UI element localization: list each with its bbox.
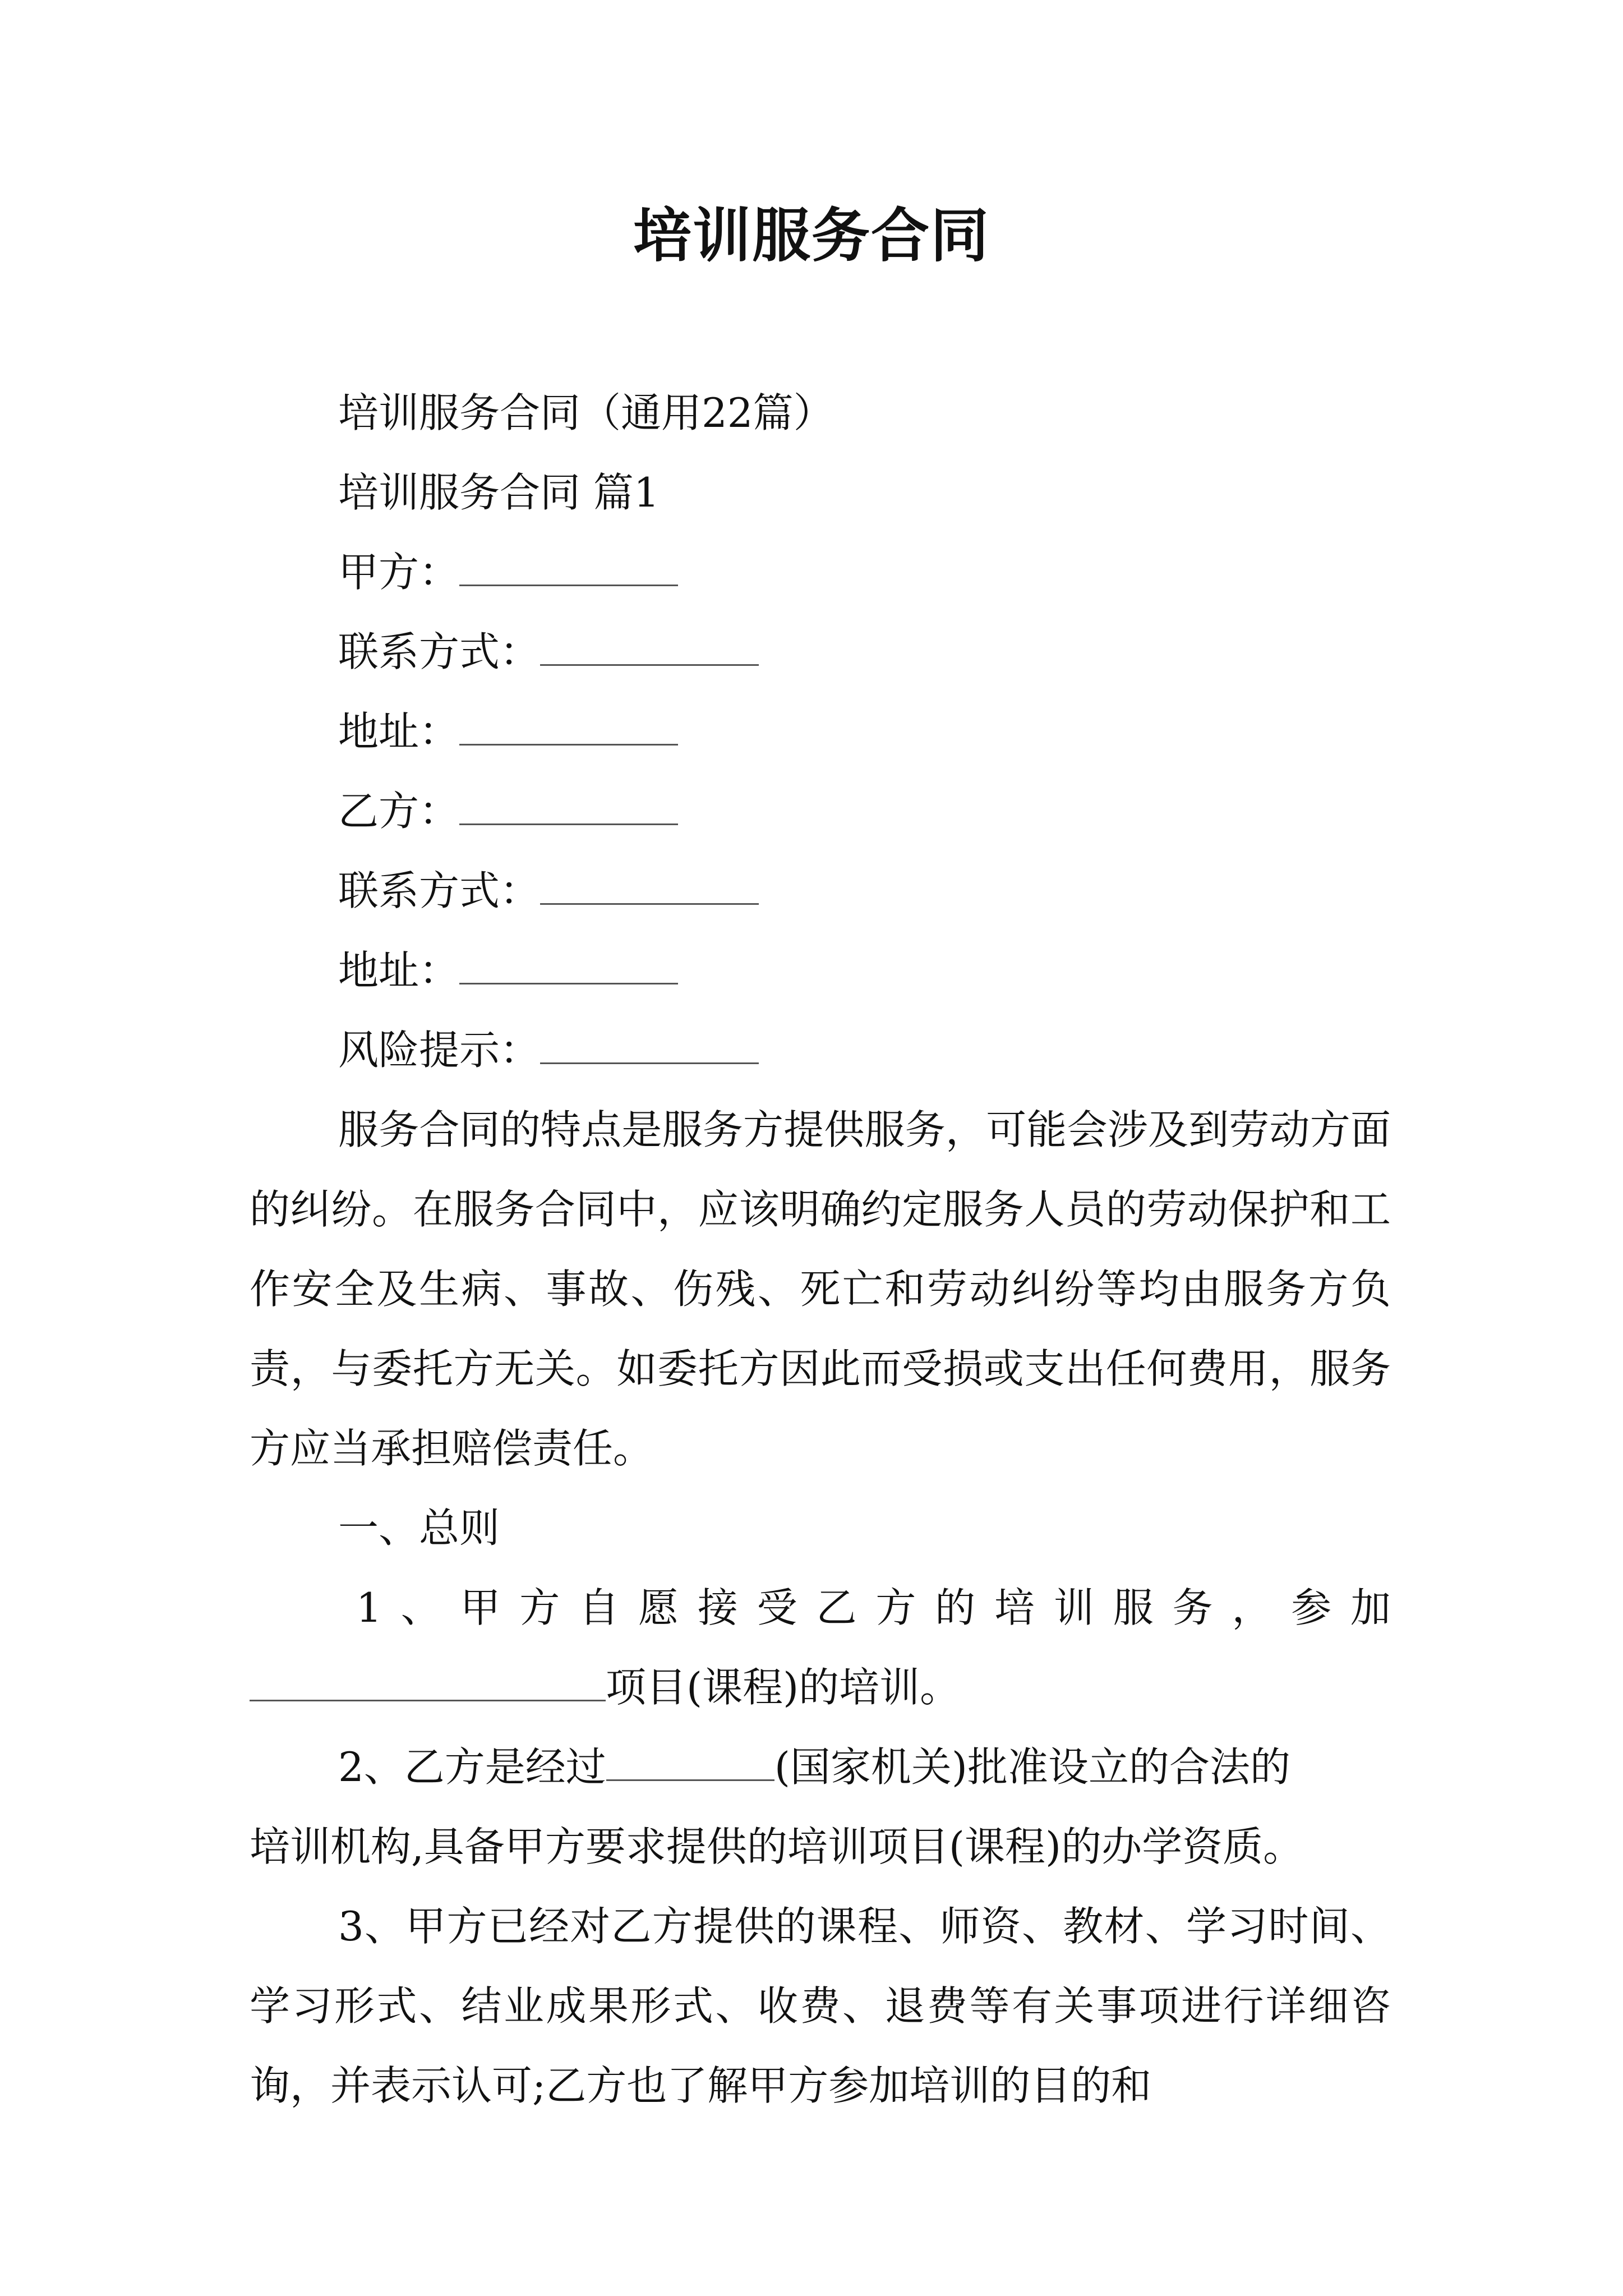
party-b-label: 乙方： [338,788,460,835]
party-b-address-line [338,931,678,1010]
clause-2-prefix: 2、乙方是经过 [338,1743,606,1791]
party-b-blank [459,790,678,825]
risk-line [338,1010,759,1090]
clause-2-blank [606,1746,774,1781]
risk-paragraph: 服务合同的特点是服务方提供服务，可能会涉及到劳动方面的纠纷。在服务合同中，应该明确约定服务人员的劳动保护和工作安全及生病、事故、伤残、死亡和劳动纠纷等均由服务方负责，与委托方无关。如委托方因此而受损或支出任何费用，服务方应当承担赔偿责任。 [250,1106,1391,1472]
general-heading: 一、总则 [338,1504,500,1552]
clause-3-paragraph: 3、甲方已经对乙方提供的课程、师资、教材、学习时间、学习形式、结业成果形式、收费、退费等有关事项进行详细咨询，并表示认可;乙方也了解甲方参加培训的目的和 [250,1903,1391,2109]
party-a-address-blank [459,710,678,746]
clause-1-line-1: 1、甲方自愿接受乙方的培训服务，参加 [356,1584,1391,1631]
party-b-line [338,771,678,851]
clause-1-tail: 项目(课程)的培训。 [606,1664,961,1711]
document-title: 培训服务合同 [633,201,990,270]
clause-1-blank [250,1666,606,1701]
clause-2-suffix: (国家机关)批准设立的合法的 [774,1743,1290,1791]
party-a-contact-line [338,612,759,692]
party-a-line [338,532,678,612]
party-a-blank [459,551,678,586]
party-a-label: 甲方： [338,549,460,596]
party-b-contact-blank [540,869,759,905]
party-a-contact-label: 联系方式： [338,628,541,675]
party-b-contact-label: 联系方式： [338,867,541,914]
clause-2-line-1 [338,1727,1290,1807]
party-b-address-blank [459,949,678,984]
clause-1-line-2 [250,1648,960,1727]
risk-blank [540,1029,759,1064]
party-a-address-line [338,692,678,771]
section-heading: 培训服务合同 篇1 [338,469,660,516]
party-b-contact-line [338,851,759,931]
clause-2-line-2: 培训机构,具备甲方要求提供的培训项目(课程)的办学资质。 [250,1823,1304,1870]
document-subtitle: 培训服务合同（通用22篇） [338,389,834,436]
risk-label: 风险提示： [338,1027,541,1074]
party-b-address-label: 地址： [338,947,460,994]
party-a-contact-blank [540,631,759,666]
party-a-address-label: 地址： [338,708,460,755]
